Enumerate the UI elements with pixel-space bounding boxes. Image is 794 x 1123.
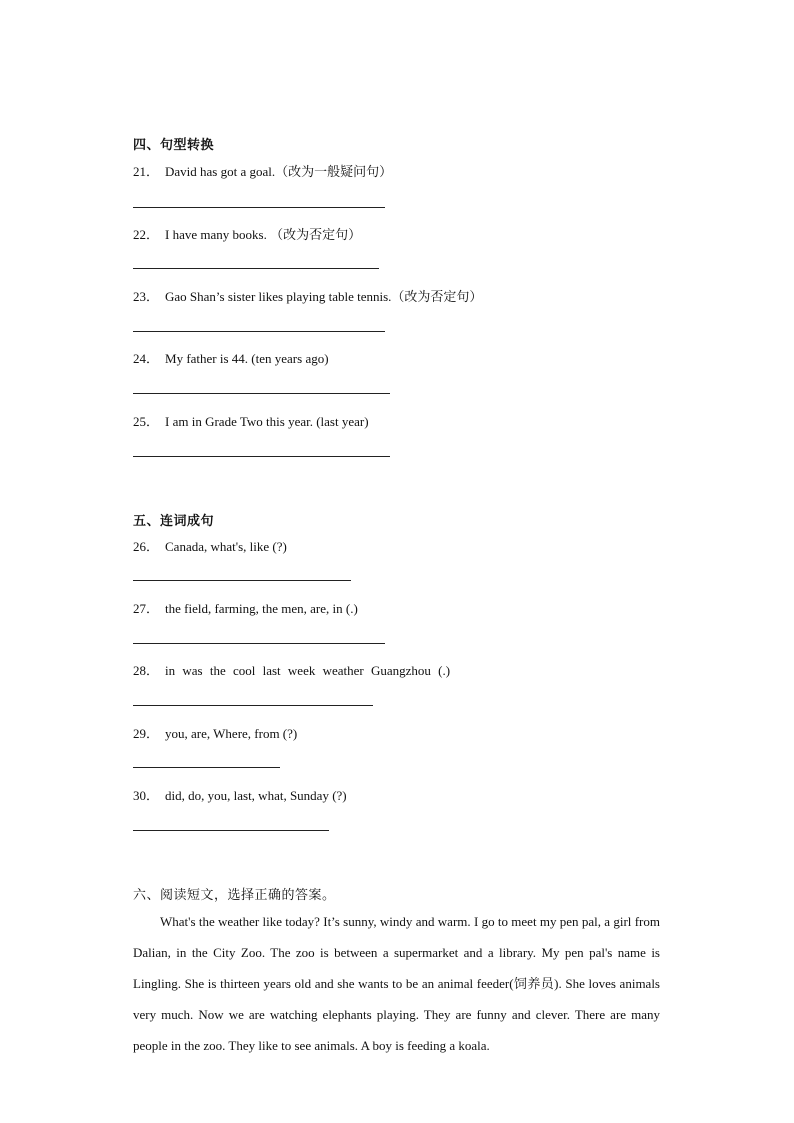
question-number: 22． [133, 227, 160, 242]
question-26 [133, 536, 287, 555]
answer-line-26[interactable] [133, 580, 351, 581]
question-text: in was the cool last week weather Guangzhou (.) [165, 663, 451, 678]
question-number: 25． [133, 414, 160, 429]
question-27 [133, 598, 358, 617]
passage-paragraph: What's the weather like today? It’s sunny, windy and warm. I go to meet my pen pal, a girl from Dalian, in the City Zoo. The zoo is between a supermarket and a library. My pen pal's name is Lingling. She is thirteen years old and she wants to be an animal feeder(饲养员). She loves animals very much. Now we are watching elephants playing. They are funny and clever. There are many people in the zoo. They like to see animals. A boy is feeding a koala. [133, 914, 660, 1053]
question-22 [133, 224, 361, 243]
section-4-title: 四、句型转换 [133, 138, 215, 153]
question-number: 29． [133, 726, 160, 741]
answer-line-30[interactable] [133, 830, 329, 831]
question-number: 23． [133, 289, 160, 304]
question-text: you, are, Where, from (?) [165, 726, 298, 741]
answer-line-21[interactable] [133, 207, 385, 208]
answer-line-25[interactable] [133, 456, 390, 457]
answer-line-27[interactable] [133, 643, 385, 644]
answer-line-22[interactable] [133, 268, 379, 269]
answer-line-23[interactable] [133, 331, 385, 332]
question-number: 26． [133, 539, 160, 554]
question-28 [133, 660, 450, 679]
question-text: Canada, what's, like (?) [165, 539, 287, 554]
reading-passage [133, 906, 660, 1061]
answer-line-29[interactable] [133, 767, 280, 768]
question-text: David has got a goal.（改为一般疑问句） [165, 164, 393, 179]
question-number: 27． [133, 601, 160, 616]
question-30 [133, 785, 347, 804]
question-number: 28． [133, 663, 160, 678]
question-text: My father is 44. (ten years ago) [165, 351, 329, 366]
question-number: 24． [133, 351, 160, 366]
question-text: did, do, you, last, what, Sunday (?) [165, 788, 347, 803]
section-6-title: 六、阅读短文，选择正确的答案。 [133, 888, 336, 903]
question-29 [133, 723, 297, 742]
question-text: I have many books. （改为否定句） [165, 227, 362, 242]
question-23 [133, 286, 482, 305]
question-24 [133, 348, 329, 367]
answer-line-28[interactable] [133, 705, 373, 706]
answer-line-24[interactable] [133, 393, 390, 394]
question-text: Gao Shan’s sister likes playing table tennis.（改为否定句） [165, 289, 483, 304]
question-25 [133, 411, 369, 430]
question-text: I am in Grade Two this year. (last year) [165, 414, 369, 429]
section-5-title: 五、连词成句 [133, 514, 215, 529]
question-number: 30． [133, 788, 160, 803]
question-21 [133, 161, 392, 180]
question-number: 21． [133, 164, 160, 179]
question-text: the field, farming, the men, are, in (.) [165, 601, 358, 616]
